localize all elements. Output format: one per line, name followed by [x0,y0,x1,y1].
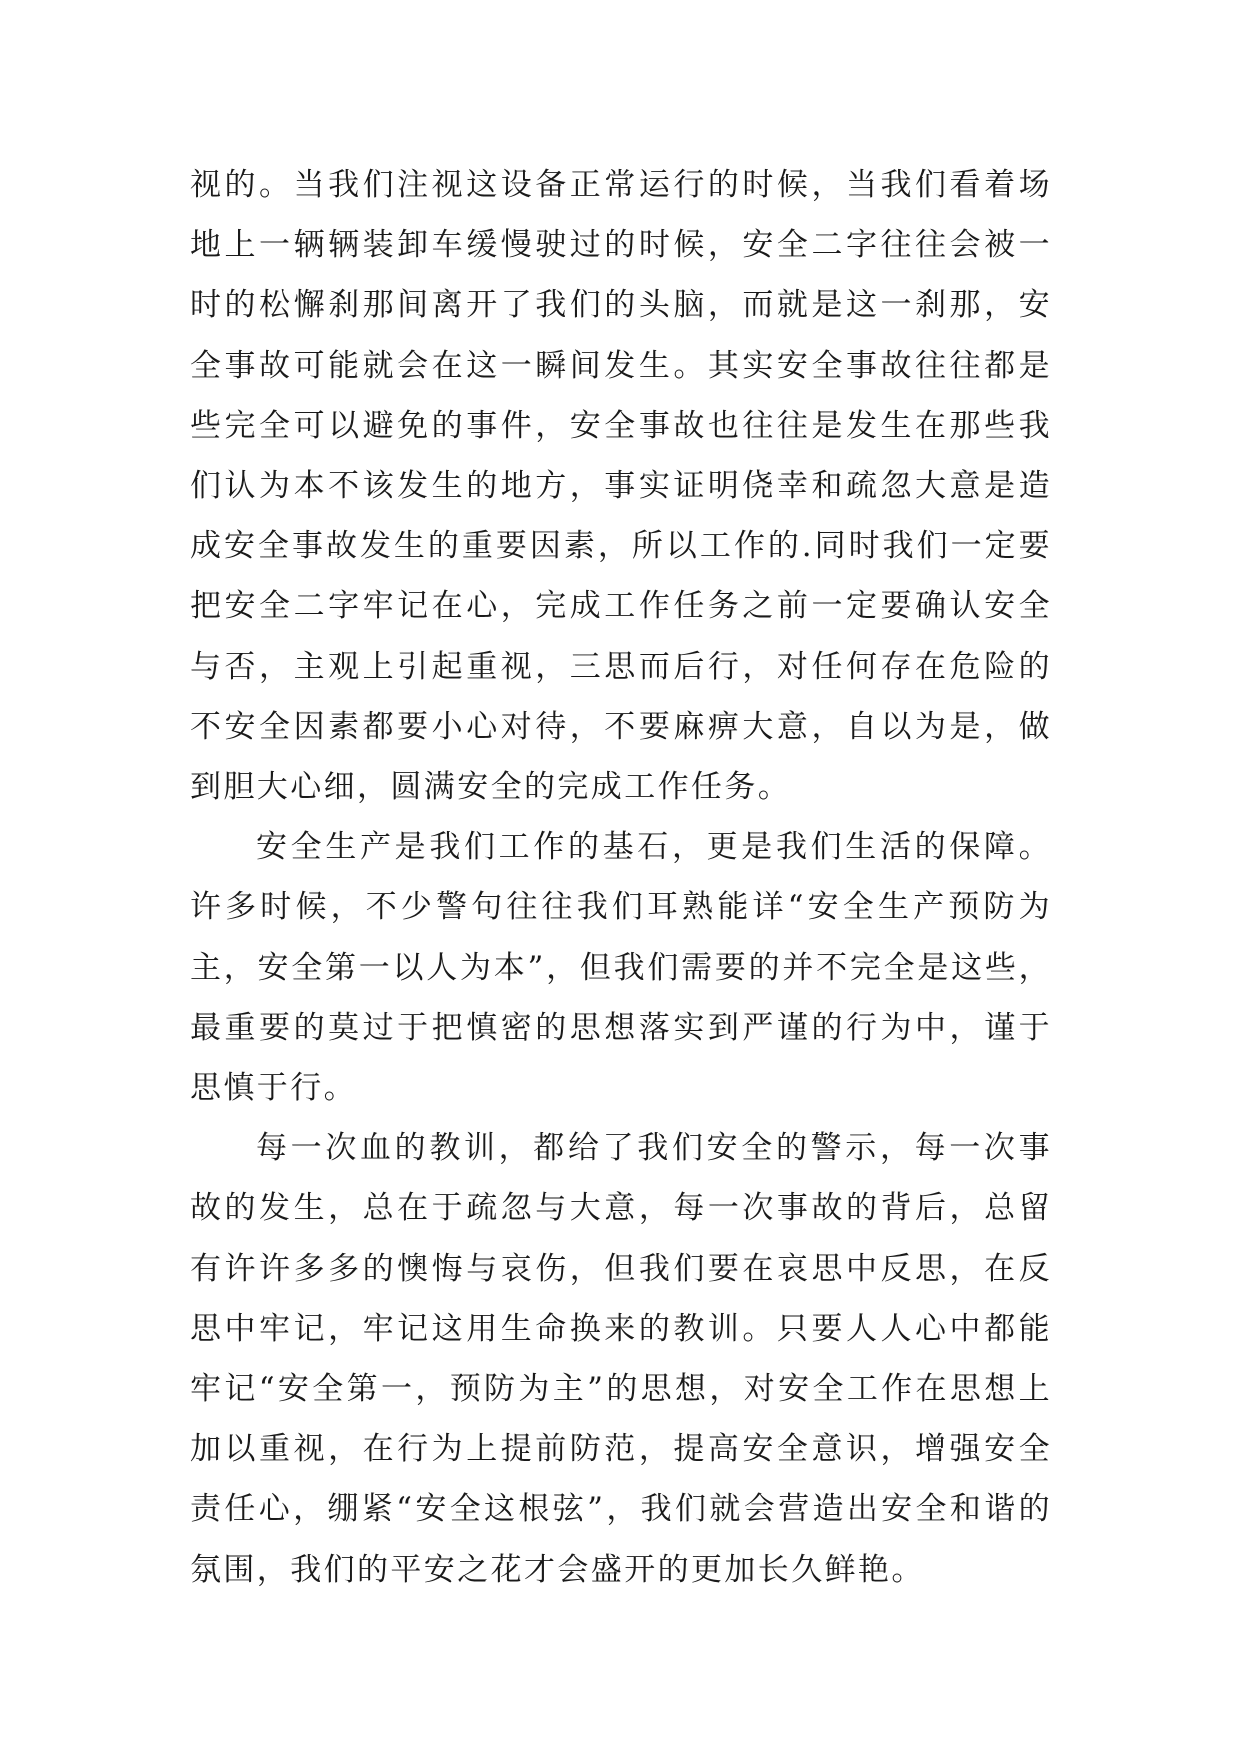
paragraph-safety-foundation: 安全生产是我们工作的基石，更是我们生活的保障。许多时候，不少警句往往我们耳熟能详“安全生产预防为主，安全第一以人为本”，但我们需要的并不完全是这些，最重要的莫过于把慎密的思想落实到严谨的行为中，谨于思慎于行。 [190,829,1052,1107]
document-page [190,155,1052,1600]
paragraph-lessons: 每一次血的教训，都给了我们安全的警示，每一次事故的发生，总在于疏忽与大意，每一次事故的背后，总留有许许多多的懊悔与哀伤，但我们要在哀思中反思，在反思中牢记，牢记这用生命换来的教训。只要人人心中都能牢记“安全第一，预防为主”的思想，对安全工作在思想上加以重视，在行为上提前防范，提高安全意识，增强安全责任心，绷紧“安全这根弦”，我们就会营造出安全和谐的氛围，我们的平安之花才会盛开的更加长久鲜艳。 [190,1130,1052,1588]
paragraph-continuation: 视的。当我们注视这设备正常运行的时候，当我们看着场地上一辆辆装卸车缓慢驶过的时候，安全二字往往会被一时的松懈刹那间离开了我们的头脑，而就是这一刹那，安全事故可能就会在这一瞬间发生。其实安全事故往往都是些完全可以避免的事件，安全事故也往往是发生在那些我们认为本不该发生的地方，事实证明侥幸和疏忽大意是造成安全事故发生的重要因素，所以工作的.同时我们一定要把安全二字牢记在心，完成工作任务之前一定要确认安全与否，主观上引起重视，三思而后行，对任何存在危险的不安全因素都要小心对待，不要麻痹大意，自以为是，做到胆大心细，圆满安全的完成工作任务。 [190,167,1052,806]
